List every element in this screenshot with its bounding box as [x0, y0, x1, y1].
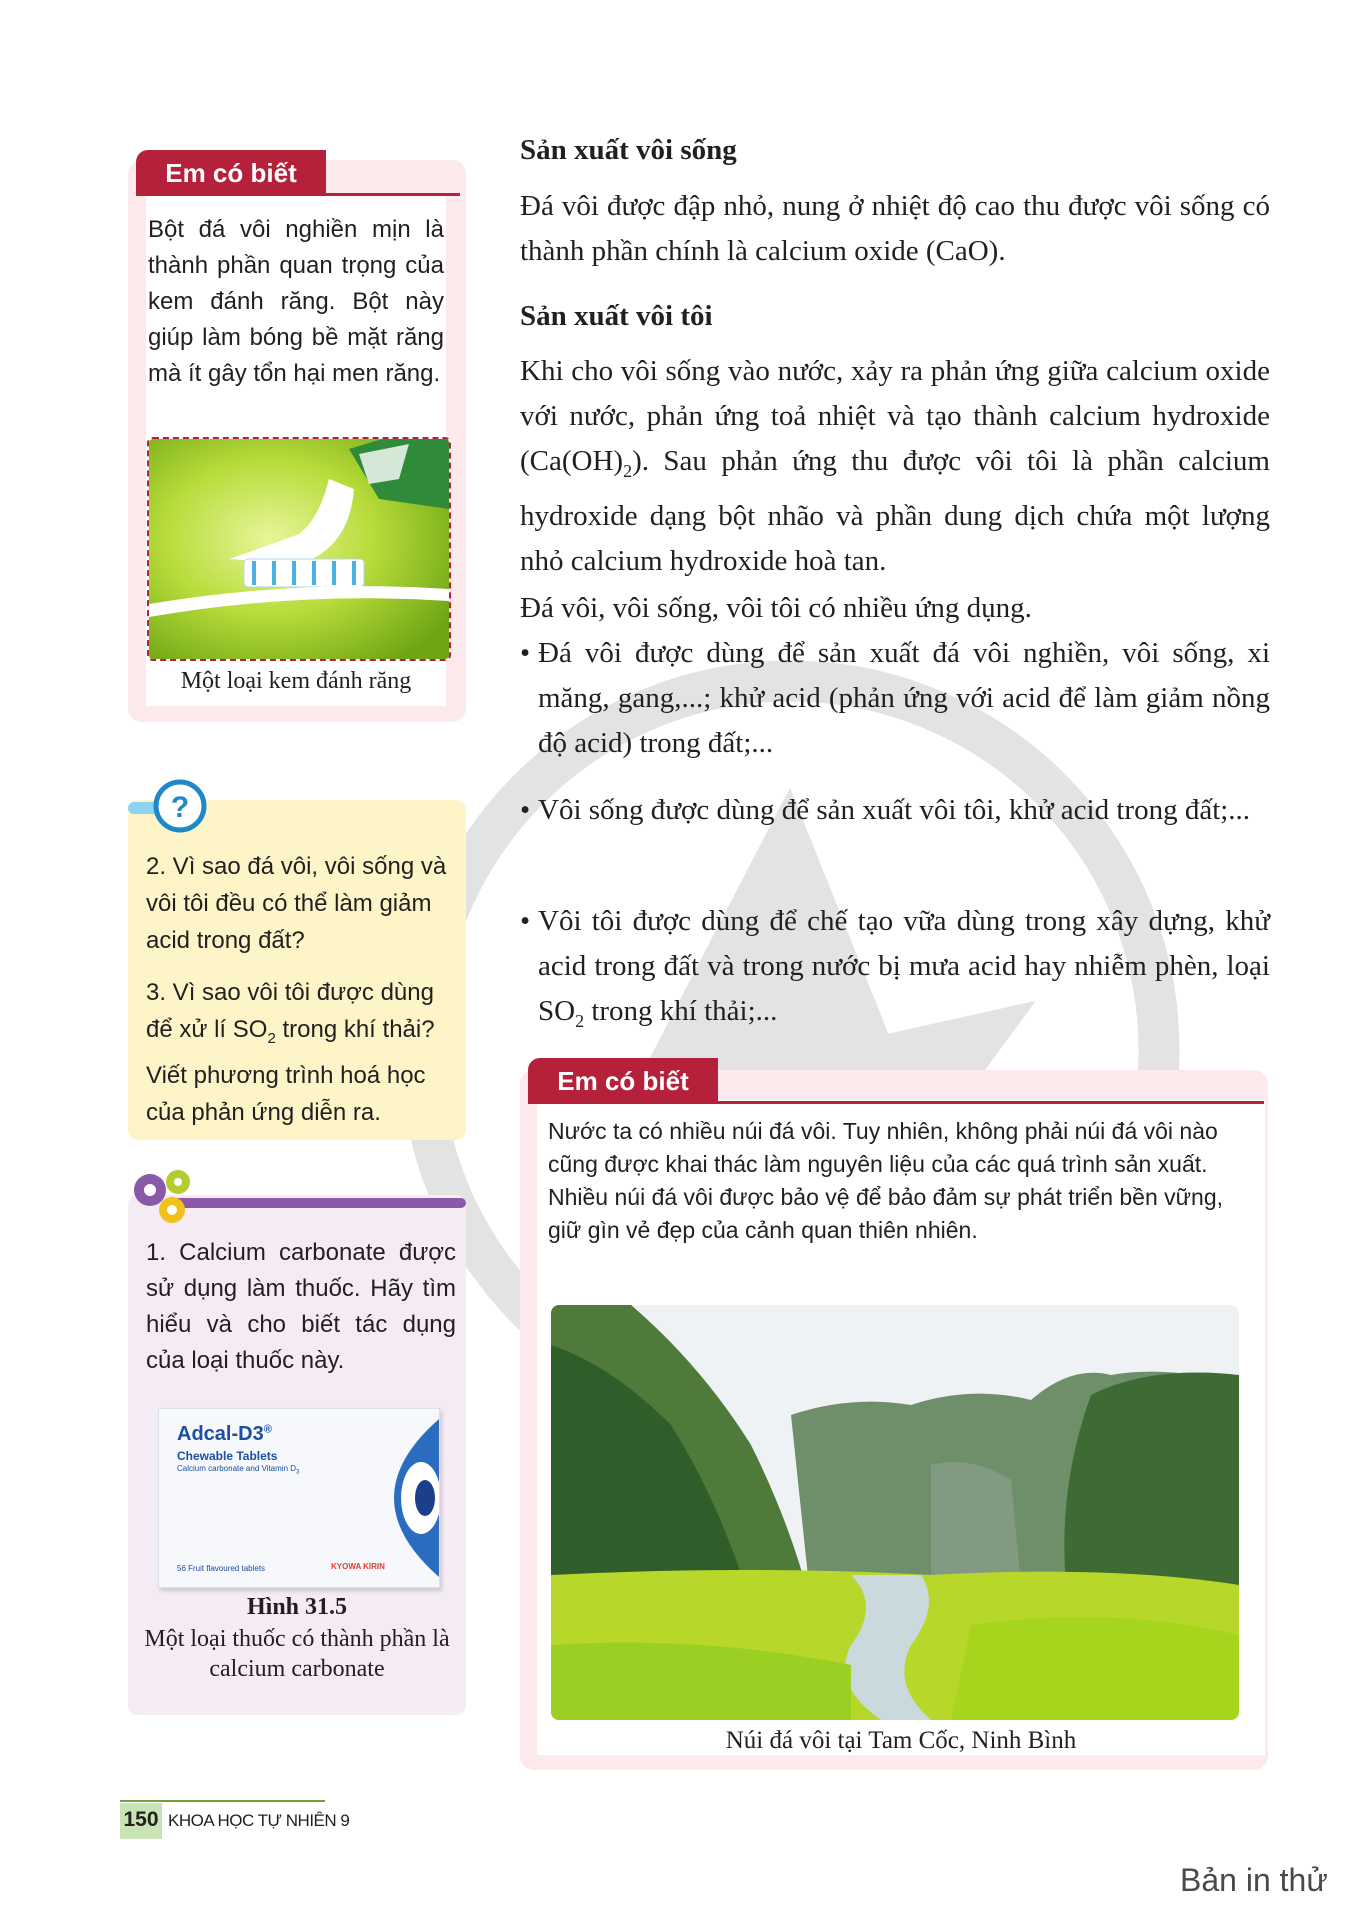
heading-slaked-lime: Sản xuất vôi tôi [520, 300, 713, 332]
question-2: 2. Vì sao đá vôi, vôi sống và vôi tôi đều có thể làm giảm acid trong đất? [146, 853, 447, 954]
bullet-slaked-lime: • Vôi tôi được dùng để chế tạo vữa dùng trong xây dựng, khử acid trong đất và trong nước bị mưa acid hay nhiễm phèn, loại $SO_2$ trong khí thải;... [520, 899, 1270, 1044]
bullet-dot: • [520, 905, 531, 937]
bullet-quicklime: • Vôi sống được dùng để sản xuất vôi tôi, khử acid trong đất;... [520, 788, 1270, 833]
figure-caption: Một loại thuốc có thành phần là calcium carbonate [144, 1626, 450, 1682]
heading-quicklime: Sản xuất vôi sống [520, 134, 737, 166]
proof-stamp: Bản in thử [1180, 1862, 1328, 1898]
tab-underline [718, 1101, 1264, 1104]
activity-text: 1. Calcium carbonate được sử dụng làm thuốc. Hãy tìm hiểu và cho biết tác dụng của loại thuốc này. [146, 1239, 456, 1374]
package-maker: KYOWA KIRIN [331, 1562, 385, 1571]
know-box-tab: Em có biết [136, 150, 326, 196]
tab-underline [326, 193, 460, 196]
activity-bar [170, 1198, 466, 1208]
figure-label: Hình 31.5 [246, 1594, 348, 1620]
svg-text:?: ? [170, 791, 190, 824]
package-ingredients: Calcium carbonate and Vitamin $D_3$ [177, 1464, 300, 1476]
paragraph-slaked-lime: Khi cho vôi sống vào nước, xảy ra phản ứng giữa calcium oxide với nước, phản ứng toả nhiệt và tạo thành calcium hydroxide $(Ca(OH)_2)$. Sau phản ứng thu được vôi tôi là phần calcium hydroxide dạng bột nhão và phần dung dịch chứa một lượng nhỏ calcium hydroxide hoà tan. [520, 355, 1270, 577]
bullet-dot: • [520, 794, 531, 826]
footer-line [120, 1800, 325, 1802]
package-count: 56 Fruit flavoured tablets [177, 1564, 266, 1573]
paragraph-quicklime: Đá vôi được đập nhỏ, nung ở nhiệt độ cao thu được vôi sống có thành phần chính là calcium oxide (CaO). [520, 190, 1270, 267]
medicine-package-image [158, 1408, 440, 1588]
question-3: 3. Vì sao vôi tôi được dùng để xử lí $SO_2$ trong khí thải? Viết phương trình hoá học của phản ứng diễn ra. [146, 979, 435, 1126]
paragraph-applications: Đá vôi, vôi sống, vôi tôi có nhiều ứng dụng. [520, 592, 1032, 624]
book-title: KHOA HỌC TỰ NHIÊN 9 [168, 1811, 350, 1830]
know-box-text: Bột đá vôi nghiền mịn là thành phần quan trọng của kem đánh răng. Bột này giúp làm bóng bề mặt răng mà ít gây tổn hại men răng. [148, 216, 444, 387]
package-brand: Adcal-D3® [177, 1423, 272, 1445]
know-box-limestone-text: Nước ta có nhiều núi đá vôi. Tuy nhiên, không phải núi đá vôi nào cũng được khai thác làm nguyên liệu của các quá trình sản xuất. Nhiều núi đá vôi được bảo vệ để bảo đảm sự phát triển bền vững, giữ gìn vẻ đẹp của cảnh quan thiên nhiên. [548, 1118, 1224, 1243]
tam-coc-landscape-image [551, 1305, 1239, 1720]
page-number: 150 [123, 1808, 159, 1831]
toothpaste-caption: Một loại kem đánh răng [180, 668, 412, 694]
question-icon [128, 778, 208, 834]
landscape-caption: Núi đá vôi tại Tam Cốc, Ninh Bình [725, 1727, 1077, 1754]
bullet-limestone: • Đá vôi được dùng để sản xuất đá vôi nghiền, vôi sống, xi măng, gang,...; khử acid (phản ứng với acid để làm giảm nồng độ acid) trong đất;... [520, 631, 1270, 766]
package-type: Chewable Tablets [177, 1449, 278, 1463]
bullet-dot: • [520, 637, 531, 669]
gears-icon [124, 1160, 204, 1230]
toothpaste-image [147, 437, 451, 661]
know-box-tab: Em có biết [528, 1058, 718, 1104]
package-logo-graphic [329, 1409, 439, 1587]
